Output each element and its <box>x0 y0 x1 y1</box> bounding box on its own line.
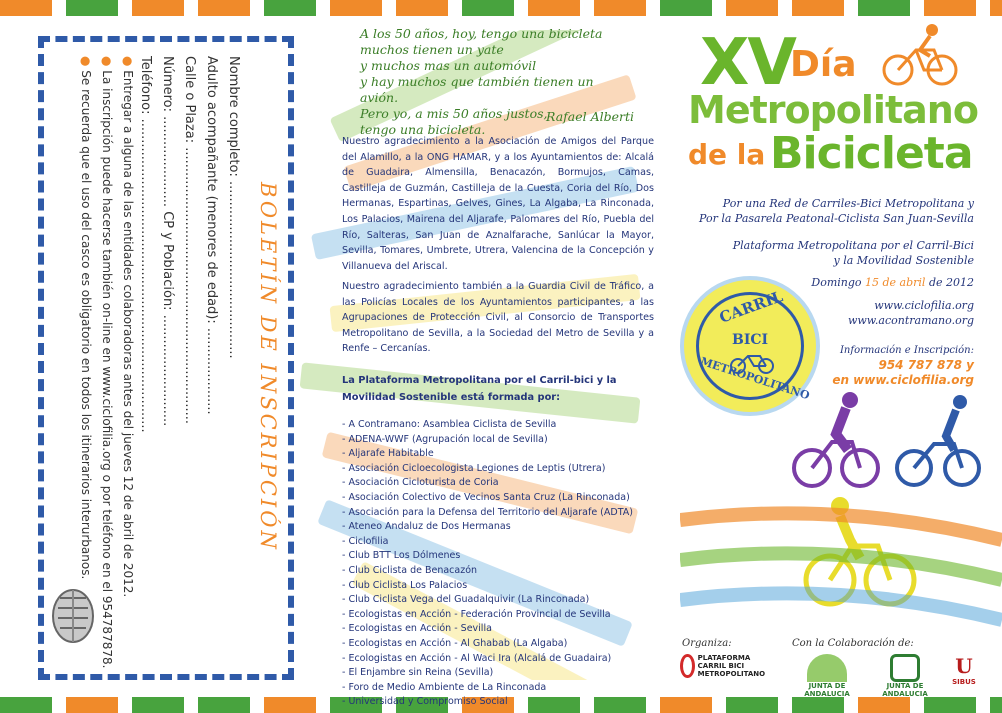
member-item: - Club BTT Los Dólmenes <box>342 550 461 562</box>
cover-subtitle <box>699 196 974 226</box>
poem-line: Pero yo, a mis 50 años justos, <box>360 106 548 121</box>
info-phone[interactable]: 954 787 878 y <box>878 358 974 372</box>
purple-cyclist-icon <box>794 392 878 486</box>
note-item: ● Entregar a alguna de las entidades colaboradoras antes del jueves 12 de abril de 2012. <box>121 56 135 598</box>
junta-logo-icon <box>807 654 847 682</box>
member-item: - El Enjambre sin Reina (Sevilla) <box>342 667 494 679</box>
platform-line: Plataforma Metropolitana por el Carril-Bici <box>732 239 974 252</box>
info-website[interactable]: en www.ciclofilia.org <box>832 373 974 387</box>
field-nombre[interactable]: Nombre completo: ........................................... <box>226 56 241 359</box>
member-item: - Asociación Colectivo de Vecinos Santa Cruz (La Rinconada) <box>342 491 630 503</box>
cover-xv: XV <box>700 26 795 100</box>
cyclist-logo-icon <box>880 20 960 88</box>
thanks-paragraph-2: Nuestro agradecimiento también a la Guardia Civil de Tráfico, a las Policías Locales de los Ayuntamientos participantes, a las Agrupaciones de Protección Civil, al Consorcio de Transportes Metropolitano de Sevilla, a la Sociedad del Metro de Sevilla y a Renfe – Cercanías. <box>342 281 654 355</box>
field-telefono[interactable]: Teléfono: ............................................................................ <box>138 56 153 433</box>
member-item: - Ecologistas en Acción - Al Waci Ira (Alcalá de Guadaira) <box>342 652 612 664</box>
cover-date: Domingo 15 de abril de 2012 <box>811 276 974 289</box>
member-item: - Foro de Medio Ambiente de La Rinconada <box>342 681 547 693</box>
member-item: - Ateneo Andaluz de Dos Hermanas <box>342 521 511 533</box>
cover-info <box>832 343 974 388</box>
member-item: - Ecologistas en Acción - Al Ghabab (La Algaba) <box>342 637 568 649</box>
member-item: - Aljarafe Habitable <box>342 448 434 460</box>
info-label: Información e Inscripción: <box>839 345 974 356</box>
sponsor-logo-sibus: U SIBUS <box>952 654 976 686</box>
member-item: - Club Ciclista de Benacazón <box>342 564 478 576</box>
member-item: - Asociación para la Defensa del Territorio del Aljarafe (ADTA) <box>342 506 633 518</box>
note-item: ● Se recuerda que el uso del casco es obligatorio en todos los itinerarios interurbanos. <box>79 56 93 580</box>
poem-line: muchos tienen un yate <box>360 42 504 57</box>
helmet-icon <box>50 588 96 644</box>
cover-swirl-decoration <box>680 500 1002 630</box>
member-item: - Asociación Cicloturista de Coria <box>342 477 499 489</box>
colaboracion-label: Con la Colaboración de: <box>792 638 914 649</box>
member-item: - Club Ciclista Los Palacios <box>342 579 468 591</box>
poem-author: Rafael Alberti <box>546 109 635 124</box>
sponsor-logo-junta-1: JUNTA DE ANDALUCIA <box>792 654 862 698</box>
member-item: - Ecologistas en Acción - Sevilla <box>342 623 492 635</box>
sponsor-logo-junta-2: JUNTA DE ANDALUCIA <box>870 654 940 698</box>
cover-bicicleta: Bicicleta <box>770 128 973 179</box>
poem-line: y hay muchos que también tienen un avión. <box>360 74 594 105</box>
poem-line: y muchos mas un automóvil <box>360 58 537 73</box>
badge-middle-text: BICI <box>732 332 769 348</box>
poem-line: tengo una bicicleta. <box>360 122 486 137</box>
bicycle-icon <box>728 350 776 374</box>
form-fields <box>134 56 244 656</box>
note-item: ● La inscripción puede hacerse también on-line en www.ciclofilia.org o por teléfono en el 954787878. <box>100 56 114 669</box>
member-item: - Ciclofilia <box>342 535 389 547</box>
field-numero[interactable]: Número: ...................... CP y Población: ........................... <box>160 56 175 427</box>
badge-bottom-text: METROPOLITANO <box>698 354 812 403</box>
website-link[interactable]: www.ciclofilia.org <box>874 299 974 312</box>
sponsor-logo-plataforma: PLATAFORMA CARRIL BICI METROPOLITANO <box>680 654 780 678</box>
plataforma-logo-icon <box>680 654 695 678</box>
organiza-label: Organiza: <box>682 638 732 649</box>
field-adulto[interactable]: Adulto acompañante (menores de edad): ..................... <box>204 56 219 415</box>
cover-platform <box>733 238 974 268</box>
member-item: - Ecologistas en Acción - Federación Provincial de Sevilla <box>342 608 611 620</box>
members-title: La Plataforma Metropolitana por el Carril-bici y la Movilidad Sostenible está formada por: <box>342 375 617 403</box>
cover-dia: Día <box>790 44 857 85</box>
member-item: - Club Ciclista Vega del Guadalquivir (La Rinconada) <box>342 594 590 606</box>
form-notes <box>75 56 138 669</box>
website-link[interactable]: www.acontramano.org <box>847 314 974 327</box>
member-item: - Universidad y Compromiso Social <box>342 696 508 708</box>
junta-arch-icon <box>890 654 920 682</box>
member-item: - Asociación Cicloecologista Legiones de Leptis (Utrera) <box>342 462 606 474</box>
badge-top-text: CARRIL <box>716 287 786 327</box>
cover-metropolitano: Metropolitano <box>688 88 978 132</box>
field-calle[interactable]: Calle o Plaza: ................................................................... <box>182 56 197 425</box>
member-item: - A Contramano: Asamblea Ciclista de Sevilla <box>342 419 557 430</box>
subtitle-line: Por una Red de Carriles-Bici Metropolitana y <box>722 197 974 210</box>
cover-websites <box>848 298 974 328</box>
platform-line: y la Movilidad Sostenible <box>833 254 974 267</box>
top-dashed-border <box>0 0 1002 16</box>
thanks-paragraph-1: Nuestro agradecimiento a la Asociación de Amigos del Parque del Alamillo, a la ONG HAMAR, y a los Ayuntamientos de: Alcalá de Guadaira, Almensilla, Benacazón, Bormujos, Camas, Castilleja de Guzmán, Castilleja de la Cuesta, Coria del Río, Dos Hermanas, Espartinas, Gelves, Gines, La Algaba, La Rinconada, Los Palacios, Mairena del Aljarafe, Palomares del Río, Puebla del Río, Salteras, San Juan de Aznalfarache, Sanlúcar la Mayor, Sevilla, Tomares, Umbrete, Utrera, Valencina de la Concepción y Villanueva del Ariscal. <box>342 136 654 272</box>
registration-form <box>44 42 288 674</box>
cover-dela: de la <box>688 138 766 171</box>
poem-line: A los 50 años, hoy, tengo una bicicleta <box>360 26 603 41</box>
blue-cyclist-icon <box>897 395 979 485</box>
members-list <box>342 418 654 710</box>
member-item: - ADENA-WWF (Agrupación local de Sevilla) <box>342 433 548 445</box>
form-title: BOLETÍN DE INSCRIPCIÓN <box>256 182 280 552</box>
subtitle-line: Por la Pasarela Peatonal-Ciclista San Juan-Sevilla <box>699 212 974 225</box>
